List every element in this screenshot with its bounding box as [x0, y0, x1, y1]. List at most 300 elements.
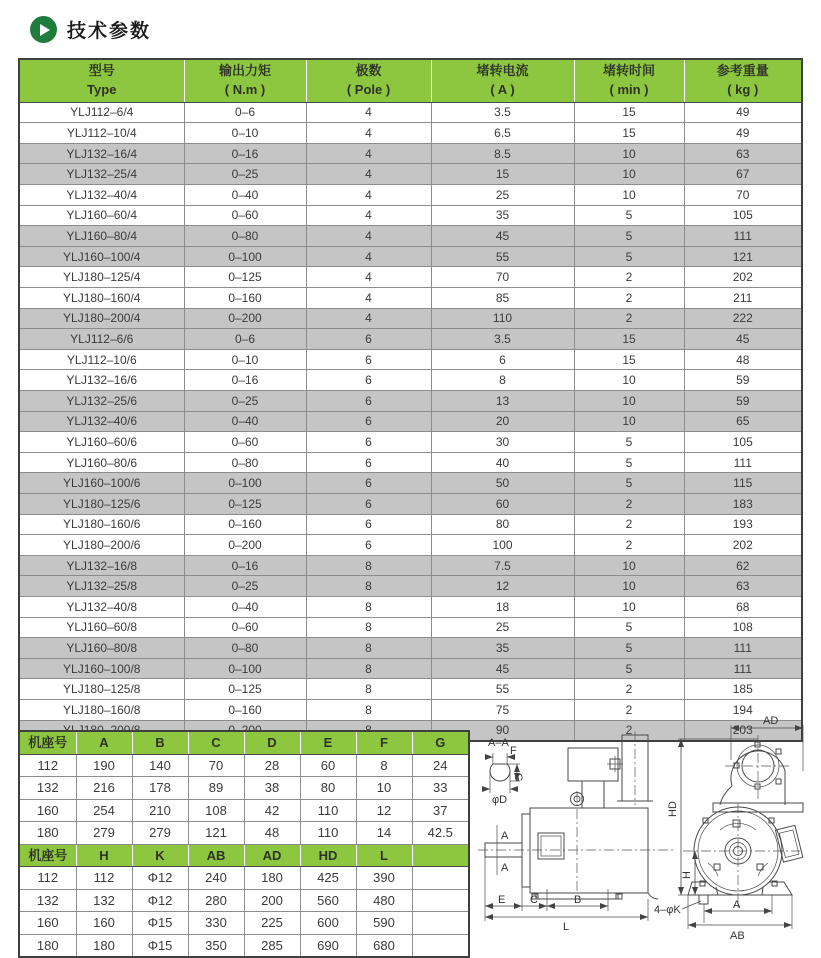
table-cell: 279	[132, 822, 188, 845]
header-cell: D	[244, 731, 300, 754]
table-row	[19, 267, 802, 288]
dim-e-label: E	[498, 894, 506, 906]
foot-hole-callout: 4–φK	[654, 904, 681, 916]
table-cell: 111	[684, 226, 802, 247]
table-row	[19, 617, 802, 638]
table-cell: 6	[306, 370, 431, 391]
table-cell: Φ15	[132, 912, 188, 935]
table-cell: YLJ132–40/4	[19, 185, 184, 206]
table-cell: 216	[76, 777, 132, 800]
table-cell: 8	[306, 679, 431, 700]
table-cell: 6	[306, 432, 431, 453]
table-cell: Φ12	[132, 867, 188, 890]
table-cell: 100	[431, 535, 574, 556]
table-row	[19, 411, 802, 432]
table-cell: 0–80	[184, 638, 306, 659]
table-cell: 190	[76, 754, 132, 777]
table-cell: 180	[19, 822, 76, 845]
play-circle-icon	[30, 16, 57, 43]
table-cell: YLJ180–200/6	[19, 535, 184, 556]
table-cell: 110	[300, 799, 356, 822]
table-cell: 6	[306, 329, 431, 350]
header-cell: A	[76, 731, 132, 754]
technical-parameters-table	[18, 58, 803, 742]
table-row	[19, 288, 802, 309]
table-cell: 3.5	[431, 329, 574, 350]
table-cell: 6	[306, 473, 431, 494]
table-cell: 0–100	[184, 658, 306, 679]
table-cell: 2	[574, 267, 684, 288]
table-cell: 6	[306, 493, 431, 514]
table-cell: 0–40	[184, 185, 306, 206]
header-cell-type: 型号 Type	[19, 59, 184, 102]
table-cell: 4	[306, 185, 431, 206]
table-cell: 285	[244, 934, 300, 957]
table-cell: 10	[574, 185, 684, 206]
table-cell: 10	[574, 411, 684, 432]
table-cell: 178	[132, 777, 188, 800]
table-cell: 33	[412, 777, 469, 800]
dim-data-row	[19, 754, 469, 777]
table-cell: 112	[19, 867, 76, 890]
table-row	[19, 535, 802, 556]
table-cell: YLJ132–40/8	[19, 596, 184, 617]
shaft-section-detail	[482, 737, 524, 806]
table-cell: YLJ112–10/6	[19, 349, 184, 370]
table-cell: 8.5	[431, 143, 574, 164]
table-cell: 480	[356, 889, 412, 912]
table-cell: 6.5	[431, 123, 574, 144]
dim-header-row	[19, 844, 469, 867]
table-cell: 0–6	[184, 102, 306, 123]
table-cell: YLJ132–25/6	[19, 391, 184, 412]
table-cell: 225	[244, 912, 300, 935]
table-cell: 35	[431, 638, 574, 659]
table-cell: 5	[574, 452, 684, 473]
header-cell-locked-rotor-current: 堵转电流 ( A )	[431, 59, 574, 102]
dim-ad-label: AD	[763, 715, 779, 727]
table-cell: YLJ132–40/6	[19, 411, 184, 432]
table-cell: Φ12	[132, 889, 188, 912]
table-row	[19, 658, 802, 679]
header-cell: K	[132, 844, 188, 867]
table-cell: 183	[684, 493, 802, 514]
table-row	[19, 164, 802, 185]
dim-data-row	[19, 777, 469, 800]
table-row	[19, 185, 802, 206]
table-row	[19, 205, 802, 226]
table-cell: 45	[431, 658, 574, 679]
table-cell: 20	[431, 411, 574, 432]
table-cell: 112	[19, 754, 76, 777]
table-cell: 80	[431, 514, 574, 535]
table-cell: 89	[188, 777, 244, 800]
table-row	[19, 452, 802, 473]
table-row	[19, 246, 802, 267]
table-cell: 5	[574, 638, 684, 659]
header-cell	[412, 844, 469, 867]
table-row	[19, 473, 802, 494]
table-cell: 350	[188, 934, 244, 957]
table-cell: 25	[431, 617, 574, 638]
table-cell: 15	[574, 102, 684, 123]
table-cell: 202	[684, 535, 802, 556]
header-cell: F	[356, 731, 412, 754]
table-cell: 15	[574, 349, 684, 370]
table-cell: 330	[188, 912, 244, 935]
table-cell: 2	[574, 699, 684, 720]
table-cell: 12	[431, 576, 574, 597]
table-cell: 108	[188, 799, 244, 822]
table-cell: 111	[684, 658, 802, 679]
table-cell: YLJ160–80/4	[19, 226, 184, 247]
table-cell: 680	[356, 934, 412, 957]
table-row	[19, 226, 802, 247]
table-cell: 0–160	[184, 514, 306, 535]
header-cell-poles: 极数 ( Pole )	[306, 59, 431, 102]
table-cell: 45	[431, 226, 574, 247]
header-cell: G	[412, 731, 469, 754]
table-cell: 0–200	[184, 535, 306, 556]
section-title-bar	[30, 16, 151, 43]
table-cell: 121	[188, 822, 244, 845]
table-cell: 14	[356, 822, 412, 845]
table-cell: 12	[356, 799, 412, 822]
table-cell: 0–25	[184, 164, 306, 185]
table-cell: 6	[306, 535, 431, 556]
table-cell: 4	[306, 308, 431, 329]
table-cell: 10	[574, 576, 684, 597]
table-cell: YLJ180–125/8	[19, 679, 184, 700]
table-cell: 6	[431, 349, 574, 370]
table-cell: 0–125	[184, 493, 306, 514]
table-cell: 4	[306, 102, 431, 123]
table-cell: 5	[574, 226, 684, 247]
table-cell: YLJ160–80/8	[19, 638, 184, 659]
table-row	[19, 308, 802, 329]
table-cell: 108	[684, 617, 802, 638]
table-row	[19, 391, 802, 412]
table-cell: 30	[431, 432, 574, 453]
header-cell: HD	[300, 844, 356, 867]
table-cell: 60	[300, 754, 356, 777]
dim-phi-d-label: φD	[492, 794, 508, 806]
header-cell-locked-rotor-time: 堵转时间 ( min )	[574, 59, 684, 102]
table-row	[19, 143, 802, 164]
table-cell: 8	[306, 638, 431, 659]
table-cell: 90	[431, 720, 574, 741]
dim-a-front-label: A	[733, 899, 741, 911]
table-cell	[412, 934, 469, 957]
dim-data-row	[19, 822, 469, 845]
table-cell: 10	[574, 143, 684, 164]
table-cell: 8	[306, 617, 431, 638]
table-cell: 110	[300, 822, 356, 845]
table-cell: 0–100	[184, 246, 306, 267]
table-cell: YLJ180–160/6	[19, 514, 184, 535]
table-cell: 68	[684, 596, 802, 617]
table-cell: 8	[306, 555, 431, 576]
table-cell: 15	[431, 164, 574, 185]
table-cell: 2	[574, 720, 684, 741]
table-cell: 0–200	[184, 308, 306, 329]
dim-b-label: B	[574, 894, 582, 906]
table-cell: 160	[76, 912, 132, 935]
table-cell: 75	[431, 699, 574, 720]
table-cell: 111	[684, 452, 802, 473]
motor-side-view	[478, 731, 675, 933]
table-cell: 15	[574, 329, 684, 350]
main-table-header-row	[19, 59, 802, 102]
dim-g-label: G	[512, 773, 524, 782]
table-cell: 132	[19, 889, 76, 912]
table-cell: 62	[684, 555, 802, 576]
header-cell: C	[188, 731, 244, 754]
table-cell: YLJ180–200/4	[19, 308, 184, 329]
table-cell: 8	[306, 699, 431, 720]
table-cell: YLJ160–60/8	[19, 617, 184, 638]
table-cell: 37	[412, 799, 469, 822]
header-cell: AD	[244, 844, 300, 867]
table-cell: 115	[684, 473, 802, 494]
table-cell: 10	[574, 164, 684, 185]
dim-c-label: C	[530, 894, 538, 906]
table-cell: 105	[684, 432, 802, 453]
table-cell: 180	[19, 934, 76, 957]
table-cell: YLJ112–6/4	[19, 102, 184, 123]
table-row	[19, 123, 802, 144]
table-cell: 0–160	[184, 288, 306, 309]
table-cell: 140	[132, 754, 188, 777]
table-row	[19, 493, 802, 514]
table-cell: 5	[574, 205, 684, 226]
table-cell: 600	[300, 912, 356, 935]
table-cell: 10	[574, 391, 684, 412]
table-cell: 80	[300, 777, 356, 800]
table-cell: 0–16	[184, 143, 306, 164]
table-row	[19, 514, 802, 535]
header-cell-weight: 参考重量 ( kg )	[684, 59, 802, 102]
section-mark-a-top: A	[501, 830, 509, 842]
table-cell: 0–16	[184, 370, 306, 391]
table-row	[19, 102, 802, 123]
table-cell: 0–125	[184, 267, 306, 288]
table-cell: 8	[306, 576, 431, 597]
dim-l-label: L	[563, 921, 570, 933]
section-mark-a-bottom: A	[501, 862, 509, 874]
table-row	[19, 638, 802, 659]
header-cell: 机座号	[19, 844, 76, 867]
dim-f-label: F	[510, 745, 517, 757]
table-cell: 4	[306, 123, 431, 144]
table-cell: 390	[356, 867, 412, 890]
header-cell: 机座号	[19, 731, 76, 754]
table-cell: 210	[132, 799, 188, 822]
table-cell: 110	[431, 308, 574, 329]
table-row	[19, 596, 802, 617]
table-cell: 202	[684, 267, 802, 288]
table-cell: 4	[306, 288, 431, 309]
table-cell: 4	[306, 164, 431, 185]
table-cell: 6	[306, 391, 431, 412]
table-cell: YLJ160–80/6	[19, 452, 184, 473]
table-cell: 0–16	[184, 555, 306, 576]
table-row	[19, 329, 802, 350]
table-cell: 8	[431, 370, 574, 391]
table-cell: 0–160	[184, 699, 306, 720]
table-cell: 5	[574, 246, 684, 267]
table-cell: YLJ180–160/4	[19, 288, 184, 309]
table-cell: 560	[300, 889, 356, 912]
table-cell: 193	[684, 514, 802, 535]
table-cell: 6	[306, 452, 431, 473]
motor-front-view	[654, 715, 803, 942]
table-cell: YLJ112–6/6	[19, 329, 184, 350]
table-cell: 10	[574, 370, 684, 391]
table-cell: YLJ132–16/6	[19, 370, 184, 391]
dim-data-row	[19, 889, 469, 912]
table-cell: Φ15	[132, 934, 188, 957]
table-cell: YLJ160–100/6	[19, 473, 184, 494]
table-cell: 63	[684, 143, 802, 164]
table-cell: 425	[300, 867, 356, 890]
table-cell: 85	[431, 288, 574, 309]
table-cell: 222	[684, 308, 802, 329]
table-cell: YLJ112–10/4	[19, 123, 184, 144]
table-cell: 15	[574, 123, 684, 144]
table-cell: 280	[188, 889, 244, 912]
table-cell: 48	[684, 349, 802, 370]
table-cell: 0–100	[184, 473, 306, 494]
table-cell	[412, 889, 469, 912]
dim-data-row	[19, 799, 469, 822]
table-cell: 42	[244, 799, 300, 822]
table-row	[19, 370, 802, 391]
table-cell: 105	[684, 205, 802, 226]
table-cell: 42.5	[412, 822, 469, 845]
table-cell: 200	[244, 889, 300, 912]
table-cell: 70	[684, 185, 802, 206]
dim-h-label: H	[681, 871, 693, 879]
table-cell: 0–6	[184, 329, 306, 350]
table-cell: YLJ160–60/4	[19, 205, 184, 226]
table-cell: 5	[574, 658, 684, 679]
table-cell: 194	[684, 699, 802, 720]
table-cell: 8	[306, 658, 431, 679]
table-cell: 4	[306, 267, 431, 288]
table-cell: 0–25	[184, 576, 306, 597]
table-cell: 59	[684, 391, 802, 412]
table-cell: 132	[19, 777, 76, 800]
dim-header-row	[19, 731, 469, 754]
table-row	[19, 679, 802, 700]
table-cell: 240	[188, 867, 244, 890]
table-cell: 10	[574, 555, 684, 576]
table-cell: 8	[306, 596, 431, 617]
table-cell: 67	[684, 164, 802, 185]
table-cell: 160	[19, 912, 76, 935]
header-cell: B	[132, 731, 188, 754]
table-cell: 0–80	[184, 452, 306, 473]
table-cell: 2	[574, 514, 684, 535]
dimension-table-body	[19, 731, 469, 957]
table-cell	[412, 867, 469, 890]
table-cell: 5	[574, 617, 684, 638]
table-cell: 0–60	[184, 617, 306, 638]
table-cell: 2	[574, 288, 684, 309]
table-cell: 49	[684, 123, 802, 144]
header-cell: H	[76, 844, 132, 867]
table-cell: 24	[412, 754, 469, 777]
table-cell: 4	[306, 205, 431, 226]
header-cell-torque: 输出力矩 ( N.m )	[184, 59, 306, 102]
table-cell: 112	[76, 867, 132, 890]
table-cell: 3.5	[431, 102, 574, 123]
table-cell: 5	[574, 473, 684, 494]
table-cell: 0–40	[184, 411, 306, 432]
table-cell: 0–80	[184, 226, 306, 247]
dim-data-row	[19, 912, 469, 935]
table-cell: YLJ160–100/4	[19, 246, 184, 267]
table-cell: 48	[244, 822, 300, 845]
table-cell: 35	[431, 205, 574, 226]
table-cell: 25	[431, 185, 574, 206]
table-cell: 50	[431, 473, 574, 494]
table-cell: YLJ132–25/4	[19, 164, 184, 185]
table-cell: 6	[306, 349, 431, 370]
table-cell: 180	[244, 867, 300, 890]
table-cell: 185	[684, 679, 802, 700]
table-cell: 2	[574, 679, 684, 700]
table-cell: 70	[188, 754, 244, 777]
table-cell: YLJ132–16/4	[19, 143, 184, 164]
table-cell: 45	[684, 329, 802, 350]
table-cell: 10	[574, 596, 684, 617]
header-cell: AB	[188, 844, 244, 867]
dim-data-row	[19, 867, 469, 890]
table-cell: 690	[300, 934, 356, 957]
table-cell: 7.5	[431, 555, 574, 576]
table-cell: 55	[431, 246, 574, 267]
table-row	[19, 576, 802, 597]
table-cell: 4	[306, 246, 431, 267]
table-cell: 2	[574, 308, 684, 329]
table-cell: 38	[244, 777, 300, 800]
dim-ab-label: AB	[730, 930, 745, 942]
header-cell: L	[356, 844, 412, 867]
dimension-table	[18, 730, 470, 958]
table-cell: 203	[684, 720, 802, 741]
table-cell: 254	[76, 799, 132, 822]
table-cell: 28	[244, 754, 300, 777]
table-cell: 49	[684, 102, 802, 123]
motor-outline-drawing	[470, 713, 815, 951]
table-cell: YLJ132–25/8	[19, 576, 184, 597]
table-cell: 13	[431, 391, 574, 412]
header-cell: E	[300, 731, 356, 754]
table-cell: 8	[356, 754, 412, 777]
table-cell: 0–10	[184, 123, 306, 144]
table-cell: 10	[356, 777, 412, 800]
table-cell: YLJ180–125/6	[19, 493, 184, 514]
table-cell: 5	[574, 432, 684, 453]
table-cell: YLJ132–16/8	[19, 555, 184, 576]
dim-hd-label: HD	[667, 801, 679, 817]
table-cell: 18	[431, 596, 574, 617]
table-cell: 2	[574, 493, 684, 514]
table-cell: 132	[76, 889, 132, 912]
table-cell: 0–60	[184, 205, 306, 226]
